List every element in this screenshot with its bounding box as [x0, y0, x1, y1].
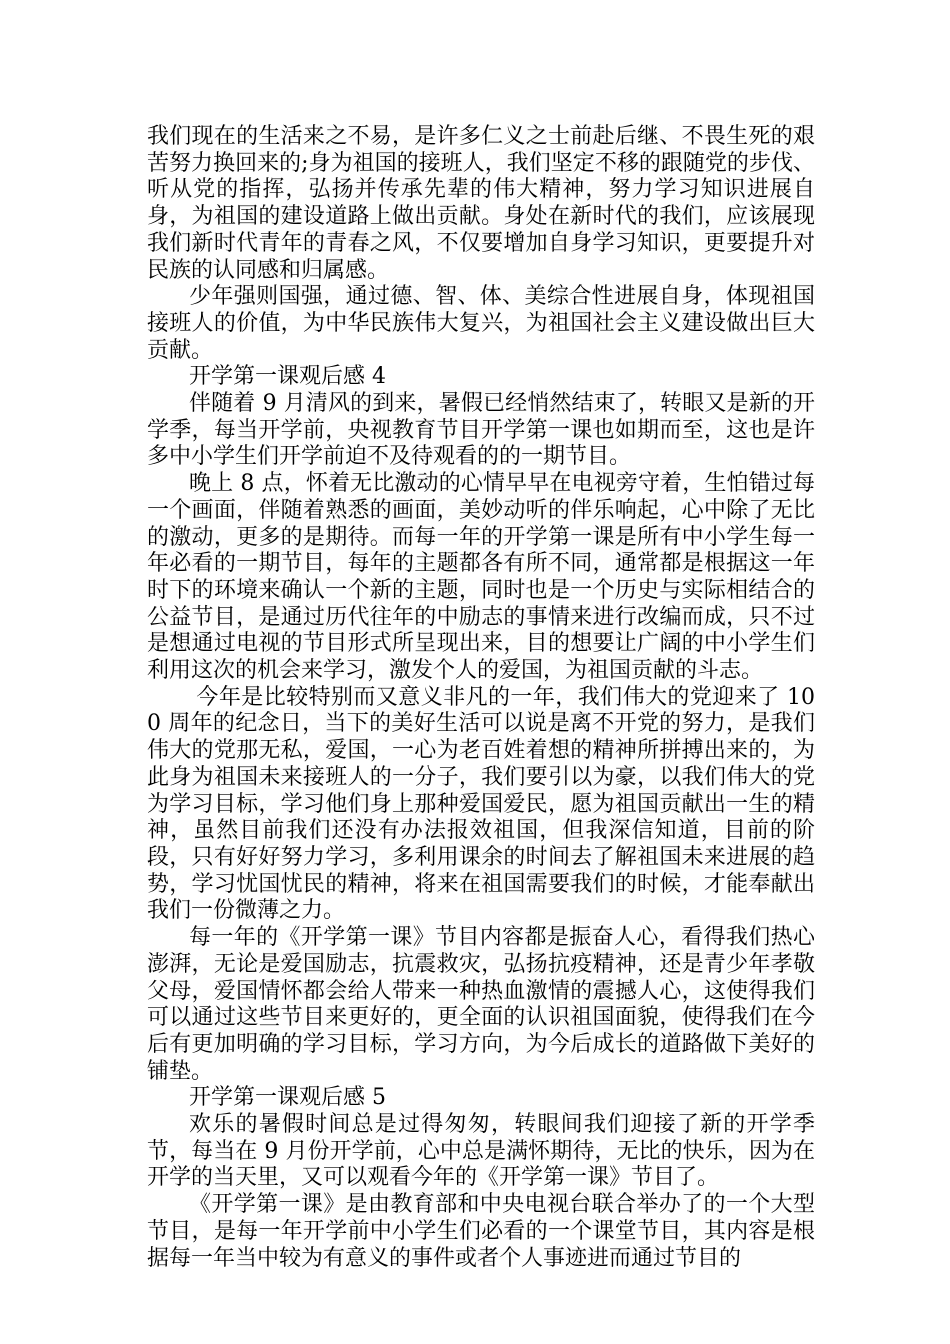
section-heading: 开学第一课观后感 4 — [189, 364, 386, 390]
body-paragraph: 每一年的《开学第一课》节目内容都是振奋人心，看得我们热心澎湃，无论是爱国励志，抗震救灾，弘扬抗疫精神，还是青少年孝敬父母，爱国情怀都会给人带来一种热血激情的震撼人心，这使得我们可以通过这些节目来更好的，更全面的认识祖国面貌，使得我们在今后有更加明确的学习目标，学习方向，为今后成长的道路做下美好的铺垫。 — [147, 925, 815, 1084]
body-paragraph: 《开学第一课》是由教育部和中央电视台联合举办了的一个大型节目，是每一年开学前中小学生们必看的一个课堂节目，其内容是根据每一年当中较为有意义的事件或者个人事迹进而通过节目的 — [147, 1192, 815, 1271]
body-paragraph: 今年是比较特别而又意义非凡的一年，我们伟大的党迎来了 100 周年的纪念日，当下的美好生活可以说是离不开党的努力，是我们伟大的党那无私，爱国，一心为老百姓着想的精神所拼搏出来的，为此身为祖国未来接班人的一分子，我们要引以为豪，以我们伟大的党为学习目标，学习他们身上那种爱国爱民，愿为祖国贡献出一生的精神，虽然目前我们还没有办法报效祖国，但我深信知道，目前的阶段，只有好好努力学习，多利用课余的时间去了解祖国未来进展的趋势，学习忧国忧民的精神，将来在祖国需要我们的时候，才能奉献出我们一份微薄之力。 — [147, 684, 815, 924]
body-paragraph: 我们现在的生活来之不易，是许多仁义之士前赴后继、不畏生死的艰苦努力换回来的;身为祖国的接班人，我们坚定不移的跟随党的步伐、听从党的指挥，弘扬并传承先辈的伟大精神，努力学习知识进展自身，为祖国的建设道路上做出贡献。身处在新时代的我们，应该展现我们新时代青年的青春之风，不仅要增加自身学习知识，更要提升对民族的认同感和归属感。 — [147, 124, 815, 283]
body-paragraph: 少年强则国强，通过德、智、体、美综合性进展自身，体现祖国接班人的价值，为中华民族伟大复兴，为祖国社会主义建设做出巨大贡献。 — [147, 284, 815, 363]
body-paragraph: 晚上 8 点，怀着无比激动的心情早早在电视旁守着，生怕错过每一个画面，伴随着熟悉的画面，美妙动听的伴乐响起，心中除了无比的激动，更多的是期待。而每一年的开学第一课是所有中小学生每一年必看的一期节目，每年的主题都各有所不同，通常都是根据这一年时下的环境来确认一个新的主题，同时也是一个历史与实际相结合的公益节目，是通过历代往年的中励志的事情来进行改编而成，只不过是想通过电视的节目形式所呈现出来，目的想要让广阔的中小学生们利用这次的机会来学习，激发个人的爱国，为祖国贡献的斗志。 — [147, 471, 815, 684]
document-page — [147, 124, 815, 1272]
body-paragraph: 伴随着 9 月清风的到来，暑假已经悄然结束了，转眼又是新的开学季，每当开学前，央视教育节目开学第一课也如期而至，这也是许多中小学生们开学前迫不及待观看的的一期节目。 — [147, 391, 815, 470]
body-paragraph: 欢乐的暑假时间总是过得匆匆，转眼间我们迎接了新的开学季节，每当在 9 月份开学前，心中总是满怀期待，无比的快乐，因为在开学的当天里，又可以观看今年的《开学第一课》节目了。 — [147, 1112, 815, 1191]
section-heading: 开学第一课观后感 5 — [189, 1085, 386, 1111]
